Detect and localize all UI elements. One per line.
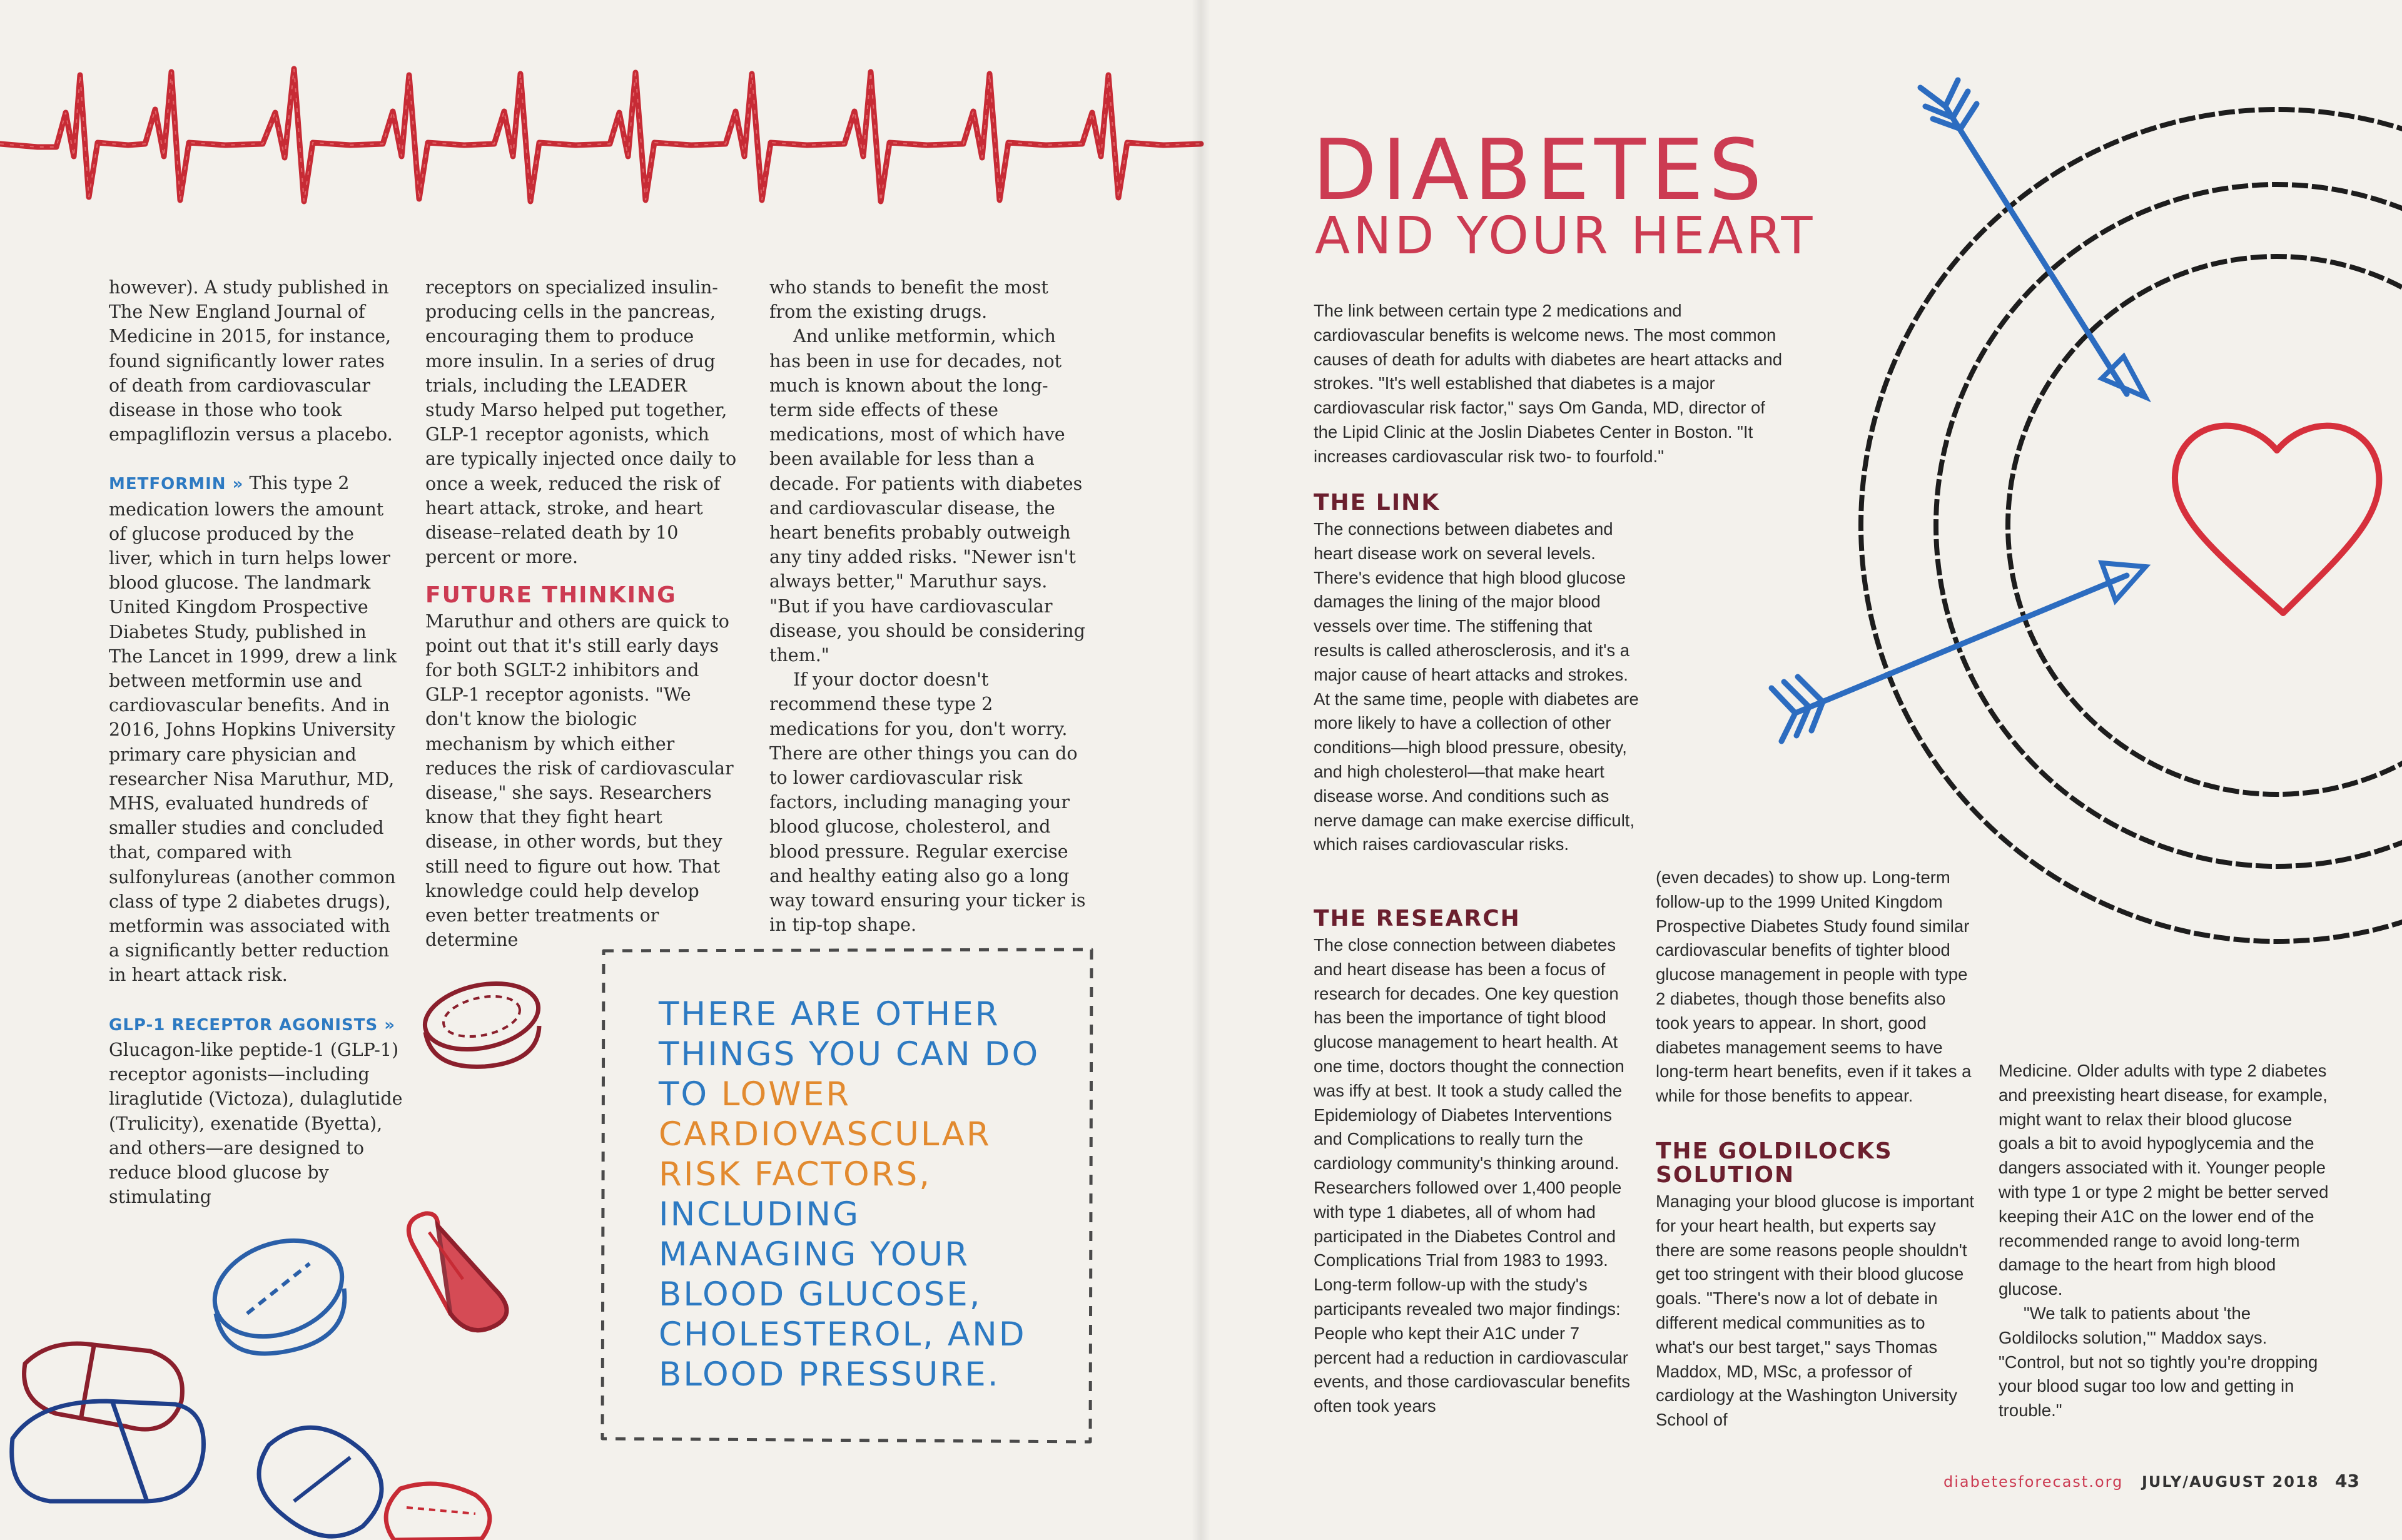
arrow-top-icon — [1920, 80, 2146, 397]
the-link-heading: THE LINK — [1314, 490, 1441, 515]
red-long-pill-icon — [24, 1344, 183, 1429]
target-stitch-icon — [1861, 109, 2402, 941]
right-page — [1201, 0, 2402, 1540]
right-column-paragraph-2: "We talk to patients about 'the Goldilocks solution,'" Maddox says. "Control, but not so tightly you're dropping your blood sugar too low and getting in trouble." — [1999, 1303, 2318, 1421]
col2-paragraph-2: Maruthur and others are quick to point out that it's still early days for both SGLT-2 inhibitors and GLP-1 receptor agonists. "We don't know the biologic mechanism by which either reduces the risk of cardiovascular disease," she says. Researchers know that they fight heart disease, in other words, but they still need to figure out how. That knowledge could help develop even better treatments or determine — [425, 610, 734, 951]
the-link-section — [1314, 491, 1639, 857]
page-footer — [1943, 1471, 2359, 1491]
footer-url: diabetesforecast.org — [1943, 1473, 2124, 1491]
the-research-text: The close connection between diabetes and heart disease has been a focus of research for decades. One key question has been the importance of tight blood glucose management to heart health. At one time, doctors thought the connection was iffy at best. It took a study called the Epidemiology of Diabetes Interventions and Complications to really turn the cardiology community's thinking around. Researchers followed over 1,400 people with type 1 diabetes, all of whom had participated in the Diabetes Control and Complications Trial from 1983 to 1993. Long-term follow-up with the study's participants revealed two major findings: People who kept their A1C under 7 percent had a reduction in cardiovascular events, and those cardiovascular benefits often took years — [1314, 935, 1630, 1416]
col2-paragraph-1: receptors on specialized insulin-producing cells in the pancreas, encouraging them to produce more insulin. In a series of drug trials, including the LEADER study Marso helped put together, GLP-1 receptor agonists, which are typically injected once daily to once a week, reduced the risk of heart attack, stroke, and heart disease–related death by 10 percent or more. — [425, 277, 737, 568]
glp1-lead: GLP-1 RECEPTOR AGONISTS » — [109, 1015, 396, 1035]
pullquote-part-1: THERE ARE OTHER THINGS YOU CAN DO TO — [659, 995, 1040, 1113]
heart-stitch-icon — [2175, 426, 2379, 613]
metformin-text: This type 2 medication lowers the amount of glucose produced by the liver, which in turn helps lower blood glucose. The landmark United Kingdom Prospective Diabetes Study, published in The Lancet in 1999, drew a link between metformin use and cardiovascular benefits. And in 2016, Johns Hopkins University primary care physician and researcher Nisa Maruthur, MD, MHS, evaluated hundreds of smaller studies and concluded that, compared with sulfonylureas (another common class of type 2 diabetes drugs), metformin was associated with a significantly better reduction in heart attack risk. — [109, 473, 397, 986]
blue-round-pill-icon — [201, 1223, 356, 1354]
research-continued-text: (even decades) to show up. Long-term follow-up to the 1999 United Kingdom Prospective Diabetes Study found similar cardiovascular benefits of tighter blood glucose management in people with type 2 diabetes, though those benefits also took years to appear. In short, good diabetes management seems to have long-term heart benefits, even if it takes a while for those benefits to appear. — [1656, 868, 1972, 1106]
article-title: DIABETES — [1312, 121, 1767, 219]
goldilocks-heading: THE GOLDILOCKS SOLUTION — [1656, 1138, 1893, 1188]
glp1-text: Glucagon-like peptide-1 (GLP-1) receptor agonists—including liraglutide (Victoza), dulaglutide (Trulicity), exenatide (Byetta), and others—are designed to reduce blood glucose by stimulating — [109, 1039, 403, 1208]
footer-issue: JULY/AUGUST 2018 — [2141, 1473, 2319, 1491]
right-column-paragraph-1: Medicine. Older adults with type 2 diabetes and preexisting heart disease, for example, might want to relax their blood glucose goals a bit to avoid hypoglycemia and the dangers associated with it. Younger people with type 1 or type 2 might be better served keeping their A1C on the lower end of the recommended range to avoid long-term damage to the heart from high blood glucose. — [1999, 1061, 2329, 1299]
col1-paragraph-1: however). A study published in The New England Journal of Medicine in 2015, for instance, found significantly lower rates of death from cardiovascular disease in those who took empagliflozin versus a placebo. — [109, 277, 393, 445]
capsule-icon — [408, 1213, 507, 1330]
right-column — [1999, 1059, 2330, 1423]
pullquote-part-2: INCLUDING MANAGING YOUR BLOOD GLUCOSE, CHOLESTEROL, AND BLOOD PRESSURE. — [659, 1195, 1026, 1394]
future-thinking-heading: FUTURE THINKING — [425, 582, 677, 609]
pull-quote — [659, 995, 1059, 1395]
heartbeat-icon — [0, 38, 1201, 250]
metformin-lead: METFORMIN » — [109, 475, 244, 494]
pullquote-highlight: LOWER CARDIOVASCULAR RISK FACTORS, — [659, 1075, 991, 1193]
the-link-text: The connections between diabetes and heart disease work on several levels. There's evidence that high blood glucose damages the lining of the major blood vessels over time. The stiffening that results is called atherosclerosis, and it's a major cause of heart attacks and strokes. At the same time, people with diabetes are more likely to have a collection of other conditions—high blood pressure, obesity, and high cholesterol—that make heart disease worse. And conditions such as nerve damage can make exercise difficult, which raises cardiovascular risks. — [1314, 519, 1639, 854]
col3-paragraph-3: If your doctor doesn't recommend these type 2 medications for you, don't worry. There are other things you can do to lower cardiovascular risk factors, including managing your blood glucose, cholesterol, and blood pressure. Regular exercise and healthy eating also go a long way toward ensuring your ticker is in tip-top shape. — [769, 669, 1086, 936]
left-column-2 — [425, 275, 738, 952]
target-illustration — [1651, 50, 2402, 988]
col3-paragraph-1: who stands to benefit the most from the existing drugs. — [769, 277, 1048, 323]
metformin-paragraph — [109, 471, 403, 987]
red-round-pill-icon — [419, 974, 545, 1066]
middle-column — [1656, 866, 1975, 1432]
article-subtitle: AND YOUR HEART — [1315, 206, 1816, 266]
left-column-3 — [769, 275, 1088, 937]
goldilocks-text: Managing your blood glucose is important for your heart health, but experts say there are some reasons people shouldn't get too stringent with their blood glucose goals. "There's now a lot of debate in different medical communities as to what's our best target," says Thomas Maddox, MD, MSc, a professor of cardiology at the Washington University School of — [1656, 1191, 1975, 1430]
page-number: 43 — [2335, 1471, 2359, 1491]
the-research-section — [1314, 907, 1639, 1419]
intro-paragraph — [1314, 299, 1789, 469]
blue-oval-pill-icon — [12, 1401, 382, 1536]
pills-illustration — [0, 963, 563, 1540]
the-research-heading: THE RESEARCH — [1314, 906, 1521, 931]
intro-text: The link between certain type 2 medications and cardiovascular benefits is welcome news. The most common causes of death for adults with diabetes are heart attacks and strokes. "It's well established that diabetes is a major cardiovascular risk factor," says Om Ganda, MD, director of the Lipid Clinic at the Joslin Diabetes Center in Boston. "It increases cardiovascular risk two- to fourfold." — [1314, 301, 1783, 466]
col3-paragraph-2: And unlike metformin, which has been in use for decades, not much is known about the long-term side effects of these medications, most of which have been available for less than a decade. For patients with diabetes and cardiovascular disease, the heart benefits probably outweigh any tiny added risks. "Newer isn't always better," Maruthur says. "But if you have cardiovascular disease, you should be considering them." — [769, 326, 1085, 666]
red-tablet-icon — [386, 1484, 490, 1540]
